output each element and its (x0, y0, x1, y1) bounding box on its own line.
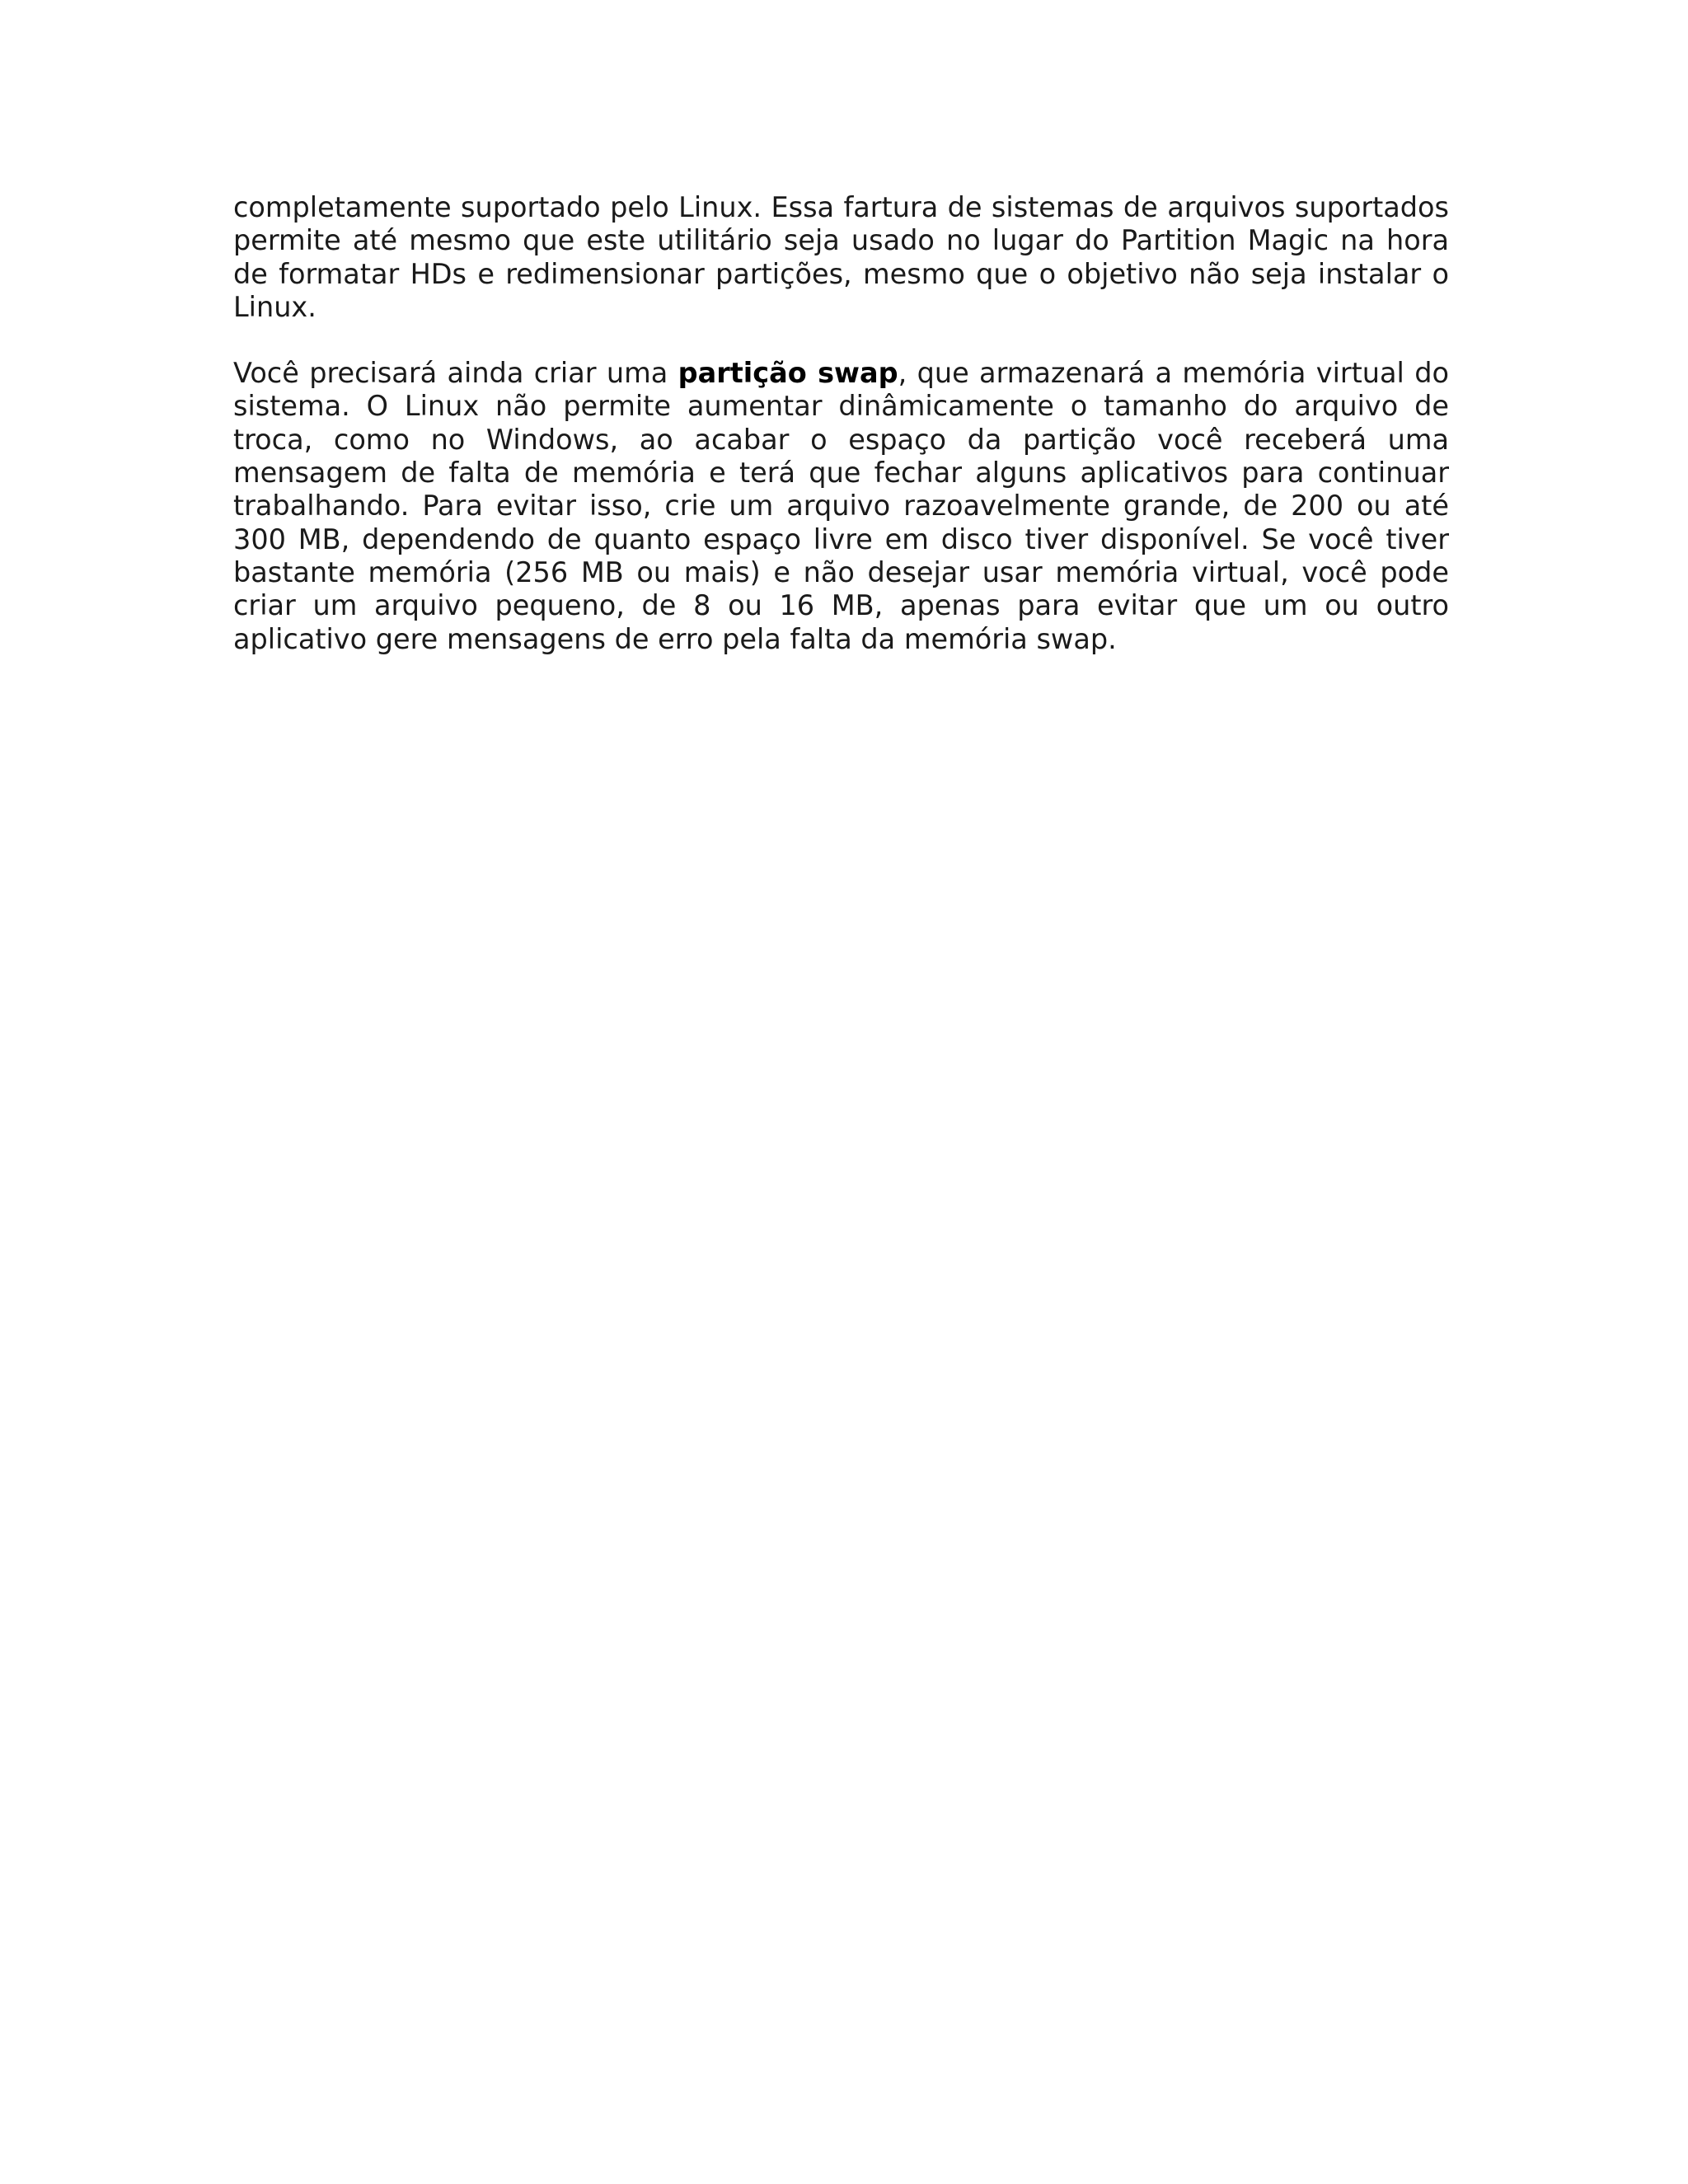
paragraph-filesystems: completamente suportado pelo Linux. Essa fartura de sistemas de arquivos suportados permite até mesmo que este utilitário seja usado no lugar do Partition Magic na hora de formatar HDs e redimensionar partições, mesmo que o objetivo não seja instalar o Linux. (233, 191, 1449, 323)
swap-partition-term: partição swap (678, 357, 898, 390)
paragraph-swap (233, 357, 1449, 656)
document-page (233, 191, 1449, 656)
paragraph-swap-body: , que armazenará a memória virtual do sistema. O Linux não permite aumentar dinâmicamente o tamanho do arquivo de troca, como no Windows, ao acabar o espaço da partição você receberá uma mensagem de falta de memória e terá que fechar alguns aplicativos para continuar trabalhando. Para evitar isso, crie um arquivo razoavelmente grande, de 200 ou até 300 MB, dependendo de quanto espaço livre em disco tiver disponível. Se você tiver bastante memória (256 MB ou mais) e não desejar usar memória virtual, você pode criar um arquivo pequeno, de 8 ou 16 MB, apenas para evitar que um ou outro aplicativo gere mensagens de erro pela falta da memória swap. (233, 357, 1449, 655)
paragraph-swap-intro: Você precisará ainda criar uma (233, 357, 678, 390)
